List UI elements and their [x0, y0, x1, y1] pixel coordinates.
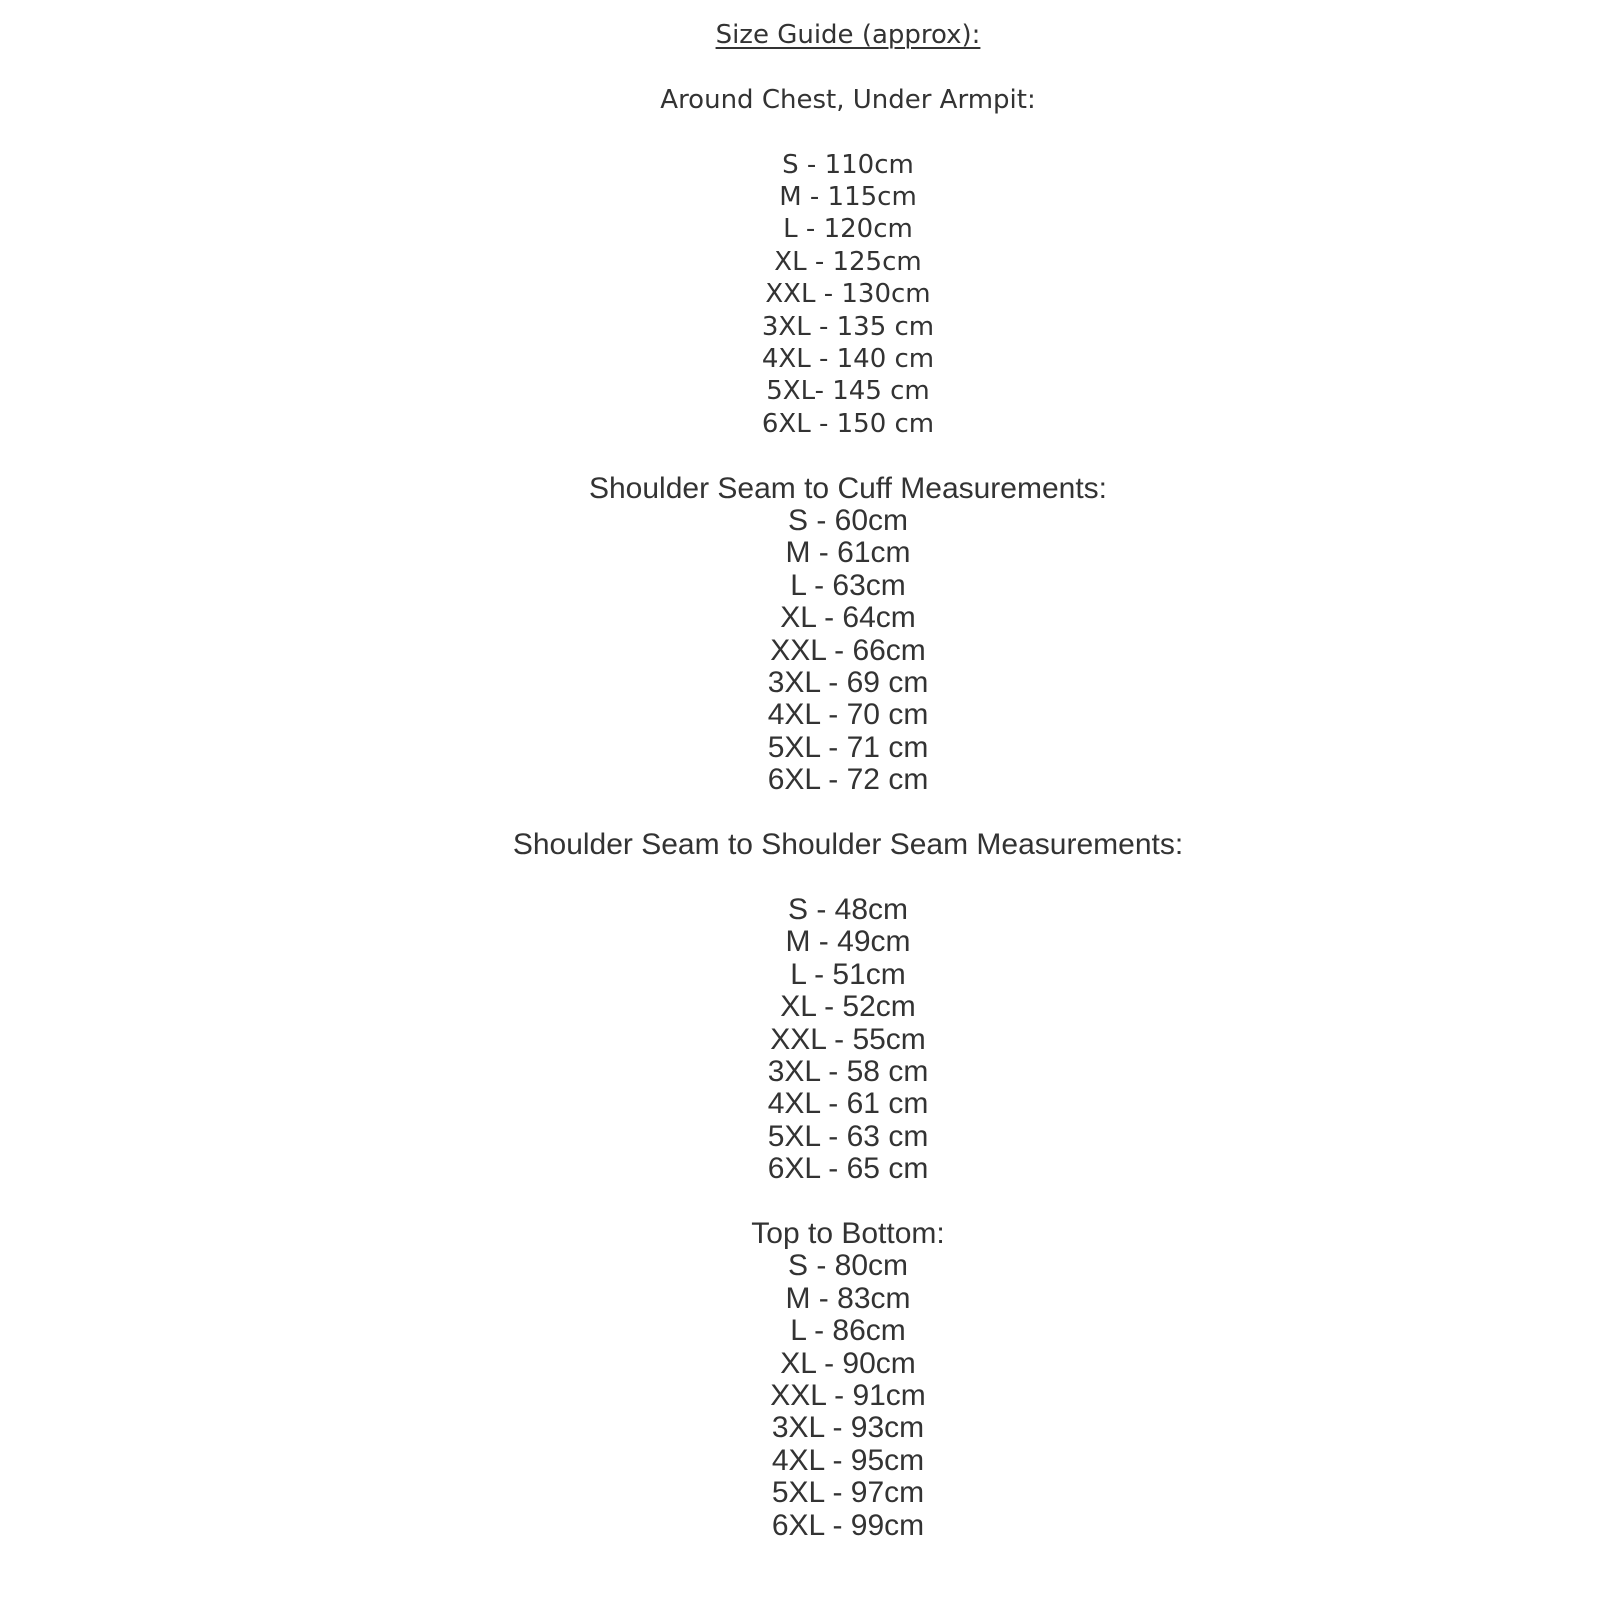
size-row: S - 48cm: [787, 892, 909, 926]
size-row: 4XL - 61 cm: [767, 1087, 929, 1121]
size-row: 3XL - 135 cm: [761, 311, 935, 342]
size-row: XXL - 130cm: [765, 279, 931, 310]
size-row: 5XL - 71 cm: [767, 730, 929, 764]
size-row: 6XL - 99cm: [771, 1508, 925, 1542]
size-row: 3XL - 69 cm: [767, 666, 929, 700]
size-row: 4XL - 140 cm: [761, 344, 935, 375]
size-row: XL - 90cm: [780, 1346, 916, 1380]
size-row: XXL - 55cm: [770, 1022, 926, 1056]
size-row: 5XL - 63 cm: [767, 1119, 929, 1153]
section-heading-shoulder-to-shoulder: Shoulder Seam to Shoulder Seam Measurements:: [512, 828, 1184, 862]
size-row: M - 49cm: [785, 925, 911, 959]
size-row: XL - 64cm: [780, 601, 916, 635]
size-rows-top-to-bottom: [96, 1250, 1600, 1542]
section-around-chest: [96, 84, 1600, 440]
size-row: L - 120cm: [783, 214, 913, 245]
size-rows-around-chest: [96, 149, 1600, 441]
size-row: 6XL - 150 cm: [761, 408, 935, 439]
size-row: M - 61cm: [785, 536, 911, 570]
size-row: 5XL - 97cm: [771, 1476, 925, 1510]
size-row: S - 80cm: [787, 1249, 909, 1283]
section-heading-around-chest: Around Chest, Under Armpit:: [660, 84, 1036, 115]
size-row: 3XL - 58 cm: [767, 1054, 929, 1088]
size-row: XL - 125cm: [774, 246, 922, 277]
section-shoulder-to-shoulder: [96, 829, 1600, 1185]
size-row: XXL - 91cm: [770, 1378, 926, 1412]
page-title: Size Guide (approx):: [715, 20, 981, 50]
size-rows-shoulder-to-cuff: [96, 505, 1600, 797]
section-heading-top-to-bottom: Top to Bottom:: [751, 1216, 945, 1250]
size-row: M - 115cm: [779, 182, 917, 212]
size-row: 4XL - 95cm: [771, 1443, 925, 1477]
section-heading-shoulder-to-cuff: Shoulder Seam to Cuff Measurements:: [588, 471, 1108, 505]
size-row: S - 60cm: [787, 504, 909, 538]
size-row: S - 110cm: [782, 149, 914, 180]
size-row: 4XL - 70 cm: [767, 698, 929, 732]
size-row: XL - 52cm: [780, 990, 916, 1024]
size-row: 6XL - 72 cm: [767, 763, 929, 797]
size-row: L - 86cm: [790, 1314, 906, 1348]
size-row: 5XL- 145 cm: [766, 376, 930, 407]
size-row: M - 83cm: [785, 1281, 911, 1315]
section-top-to-bottom: [96, 1218, 1600, 1542]
size-row: 6XL - 65 cm: [767, 1152, 929, 1186]
size-row: L - 51cm: [790, 957, 906, 991]
size-row: XXL - 66cm: [770, 633, 926, 667]
size-guide-document: [96, 0, 1600, 1542]
section-shoulder-to-cuff: [96, 473, 1600, 797]
size-rows-shoulder-to-shoulder: [96, 894, 1600, 1186]
size-row: L - 63cm: [790, 568, 906, 602]
size-row: 3XL - 93cm: [771, 1411, 925, 1445]
